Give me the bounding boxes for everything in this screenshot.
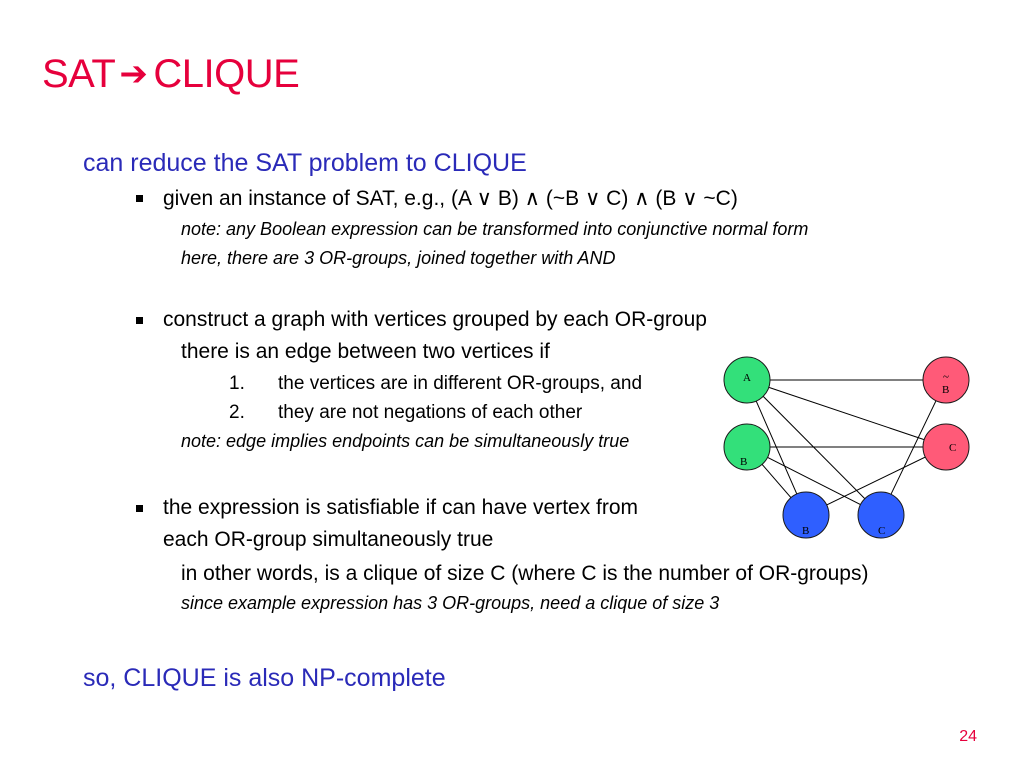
slide-title: SAT ➔ CLIQUE bbox=[42, 52, 300, 96]
bullet-construct-graph: construct a graph with vertices grouped by each OR-group bbox=[163, 308, 707, 331]
vertex-label-c-2: C bbox=[878, 525, 886, 537]
vertex-c bbox=[923, 424, 969, 470]
bullet-icon bbox=[136, 195, 143, 202]
bullet-satisfiable-2: each OR-group simultaneously true bbox=[163, 528, 494, 551]
bullet-icon bbox=[136, 505, 143, 512]
note-edge: note: edge implies endpoints can be simultaneously true bbox=[181, 431, 630, 451]
edge bbox=[747, 380, 946, 447]
vertex-label-not-b: ~ B bbox=[942, 371, 950, 396]
edge-rule: there is an edge between two vertices if bbox=[181, 340, 550, 363]
page-number: 24 bbox=[959, 728, 977, 745]
graph-edges bbox=[747, 380, 946, 515]
conclusion: so, CLIQUE is also NP-complete bbox=[83, 664, 446, 692]
vertex-label-b-2: B bbox=[802, 525, 810, 537]
point-reduce: can reduce the SAT problem to CLIQUE bbox=[83, 149, 527, 177]
list-number: 2. bbox=[229, 402, 245, 423]
note-or-groups: here, there are 3 OR-groups, joined together with AND bbox=[181, 248, 616, 268]
bullet-sat-instance: given an instance of SAT, e.g., (A ∨ B) ∧ (~B ∨ C) ∧ (B ∨ ~C) bbox=[163, 187, 738, 210]
bullet-icon bbox=[136, 317, 143, 324]
vertex-label-a: A bbox=[743, 372, 751, 384]
bullet-satisfiable-1: the expression is satisfiable if can have vertex from bbox=[163, 496, 639, 519]
arrow-right-icon: ➔ bbox=[119, 54, 148, 94]
vertex-label-c: C bbox=[949, 442, 957, 454]
rule-different-groups: the vertices are in different OR-groups, and bbox=[278, 373, 643, 394]
vertex-label-b: B bbox=[740, 456, 748, 468]
rule-not-negations: they are not negations of each other bbox=[278, 402, 583, 423]
clique-size-explanation: in other words, is a clique of size C (where C is the number of OR-groups) bbox=[181, 562, 869, 585]
list-number: 1. bbox=[229, 373, 245, 394]
note-clique-3: since example expression has 3 OR-groups, need a clique of size 3 bbox=[181, 593, 720, 613]
clique-graph bbox=[700, 340, 1000, 550]
note-cnf: note: any Boolean expression can be transformed into conjunctive normal form bbox=[181, 219, 809, 239]
